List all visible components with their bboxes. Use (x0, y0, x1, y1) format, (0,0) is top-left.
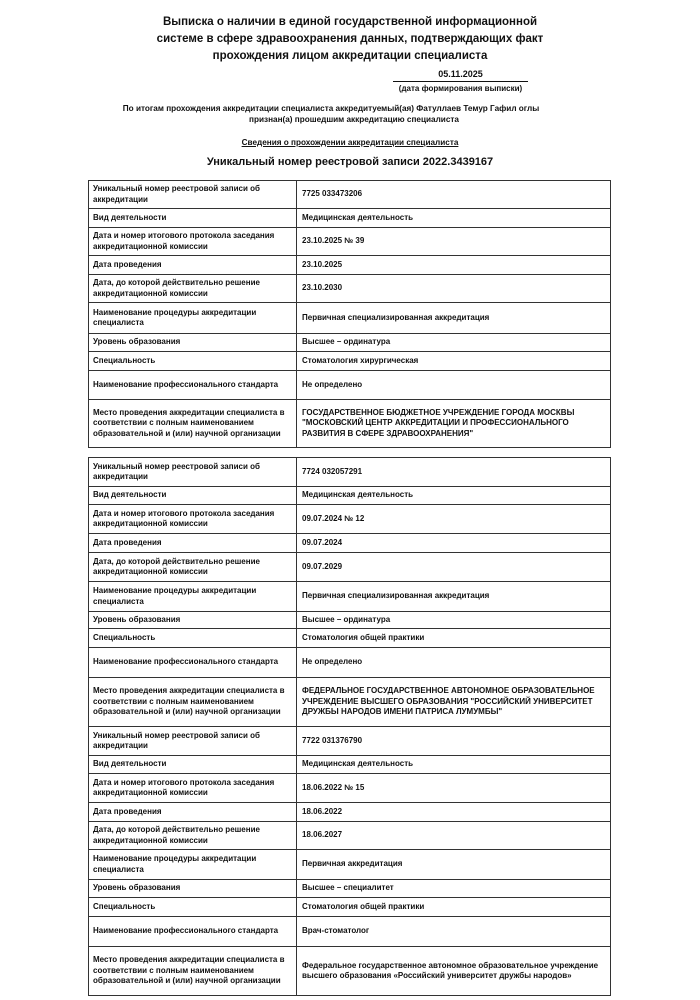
table-row (89, 458, 611, 487)
table-row (89, 727, 611, 756)
document-title (0, 14, 700, 65)
field-value: 09.07.2024 (297, 534, 611, 553)
field-value: 7724 032057291 (297, 458, 611, 487)
field-label: Специальность (89, 352, 297, 371)
table-row (89, 256, 611, 275)
field-label: Дата, до которой действительно решение аккредитационной комиссии (89, 275, 297, 303)
field-value: 23.10.2025 (297, 256, 611, 275)
field-label: Место проведения аккредитации специалиста в соответствии с полным наименованием образовательной и (или) научной организации (89, 678, 297, 727)
field-value: 18.06.2027 (297, 822, 611, 850)
table-row (89, 371, 611, 400)
intro-statement (0, 103, 700, 125)
field-label: Дата проведения (89, 534, 297, 553)
field-label: Наименование процедуры аккредитации специалиста (89, 850, 297, 880)
field-label: Дата и номер итогового протокола заседания аккредитационной комиссии (89, 505, 297, 534)
field-value: ФЕДЕРАЛЬНОЕ ГОСУДАРСТВЕННОЕ АВТОНОМНОЕ ОБРАЗОВАТЕЛЬНОЕ УЧРЕЖДЕНИЕ ВЫСШЕГО ОБРАЗОВАНИЯ "РОССИЙСКИЙ УНИВЕРСИТЕТ ДРУЖБЫ НАРОДОВ ИМЕНИ ПАТРИСА ЛУМУМБЫ" (297, 678, 611, 727)
field-label: Уровень образования (89, 334, 297, 352)
table-row (89, 352, 611, 371)
issue-date: 05.11.2025 (393, 68, 528, 82)
field-label: Наименование процедуры аккредитации специалиста (89, 303, 297, 334)
field-value: Первичная специализированная аккредитация (297, 582, 611, 612)
field-value: 18.06.2022 (297, 803, 611, 822)
table-row (89, 947, 611, 996)
field-label: Уникальный номер реестровой записи об аккредитации (89, 181, 297, 209)
field-label: Наименование процедуры аккредитации специалиста (89, 582, 297, 612)
field-label: Место проведения аккредитации специалиста в соответствии с полным наименованием образовательной и (или) научной организации (89, 400, 297, 448)
field-value: Высшее – ординатура (297, 334, 611, 352)
field-label: Специальность (89, 629, 297, 648)
field-value: Не определено (297, 371, 611, 400)
field-value: Федеральное государственное автономное образовательное учреждение высшего образования «Российский университет дружбы народов» (297, 947, 611, 996)
field-value: 18.06.2022 № 15 (297, 774, 611, 803)
table-row (89, 228, 611, 256)
field-value: Не определено (297, 648, 611, 678)
title-line: системе в сфере здравоохранения данных, подтверждающих факт (156, 33, 544, 45)
table-row (89, 505, 611, 534)
field-label: Специальность (89, 898, 297, 917)
field-value: Медицинская деятельность (297, 209, 611, 228)
field-value: 09.07.2029 (297, 553, 611, 582)
field-label: Дата и номер итогового протокола заседания аккредитационной комиссии (89, 774, 297, 803)
issue-date-block (393, 68, 528, 94)
field-label: Дата, до которой действительно решение аккредитационной комиссии (89, 822, 297, 850)
table-row (89, 648, 611, 678)
field-value: 7725 033473206 (297, 181, 611, 209)
field-label: Вид деятельности (89, 209, 297, 228)
intro-line: По итогам прохождения аккредитации специалиста аккредитуемый(ая) Фатуллаев Темур Гафил оглы (122, 104, 540, 113)
field-value: 23.10.2025 № 39 (297, 228, 611, 256)
registry-number: Уникальный номер реестровой записи 2022.3439167 (206, 156, 494, 168)
field-value: ГОСУДАРСТВЕННОЕ БЮДЖЕТНОЕ УЧРЕЖДЕНИЕ ГОРОДА МОСКВЫ "МОСКОВСКИЙ ЦЕНТР АККРЕДИТАЦИИ И ПРОФЕССИОНАЛЬНОГО РАЗВИТИЯ В СФЕРЕ ЗДРАВООХРАНЕНИЯ" (297, 400, 611, 448)
section-heading: Сведения о прохождении аккредитации специалиста (241, 138, 459, 147)
field-value: Стоматология общей практики (297, 629, 611, 648)
field-value: Высшее – ординатура (297, 612, 611, 629)
table-row (89, 400, 611, 448)
table-row (89, 487, 611, 505)
field-label: Уникальный номер реестровой записи об аккредитации (89, 458, 297, 487)
field-value: Высшее – специалитет (297, 880, 611, 898)
field-value: Стоматология хирургическая (297, 352, 611, 371)
field-value: 23.10.2030 (297, 275, 611, 303)
field-label: Дата проведения (89, 803, 297, 822)
field-value: Стоматология общей практики (297, 898, 611, 917)
table-row (89, 612, 611, 629)
field-label: Уровень образования (89, 880, 297, 898)
table-row (89, 181, 611, 209)
field-label: Наименование профессионального стандарта (89, 648, 297, 678)
table-row (89, 553, 611, 582)
field-label: Дата и номер итогового протокола заседания аккредитационной комиссии (89, 228, 297, 256)
field-label: Уникальный номер реестровой записи об аккредитации (89, 727, 297, 756)
table-row (89, 803, 611, 822)
field-value: Медицинская деятельность (297, 487, 611, 505)
table-row (89, 582, 611, 612)
table-row (89, 534, 611, 553)
field-label: Вид деятельности (89, 487, 297, 505)
table-row (89, 756, 611, 774)
title-line: прохождения лицом аккредитации специалиста (212, 50, 488, 62)
table-row (89, 678, 611, 727)
field-value: 7722 031376790 (297, 727, 611, 756)
title-line: Выписка о наличии в единой государственной информационной (162, 16, 538, 28)
table-row (89, 629, 611, 648)
table-row (89, 850, 611, 880)
field-label: Наименование профессионального стандарта (89, 371, 297, 400)
table-row (89, 275, 611, 303)
field-label: Дата, до которой действительно решение аккредитационной комиссии (89, 553, 297, 582)
table-row (89, 209, 611, 228)
field-value: Первичная аккредитация (297, 850, 611, 880)
table-row (89, 917, 611, 947)
accreditation-table-2 (88, 457, 611, 996)
table-row (89, 334, 611, 352)
field-value: 09.07.2024 № 12 (297, 505, 611, 534)
table-row (89, 303, 611, 334)
accreditation-table-1 (88, 180, 611, 448)
intro-line: признан(а) прошедшим аккредитацию специалиста (249, 115, 459, 124)
field-label: Место проведения аккредитации специалиста в соответствии с полным наименованием образовательной и (или) научной организации (89, 947, 297, 996)
field-value: Врач-стоматолог (297, 917, 611, 947)
table-row (89, 774, 611, 803)
field-value: Первичная специализированная аккредитация (297, 303, 611, 334)
field-label: Уровень образования (89, 612, 297, 629)
table-row (89, 898, 611, 917)
table-row (89, 880, 611, 898)
table-row (89, 822, 611, 850)
field-value: Медицинская деятельность (297, 756, 611, 774)
issue-date-caption: (дата формирования выписки) (398, 84, 523, 93)
field-label: Вид деятельности (89, 756, 297, 774)
field-label: Дата проведения (89, 256, 297, 275)
field-label: Наименование профессионального стандарта (89, 917, 297, 947)
